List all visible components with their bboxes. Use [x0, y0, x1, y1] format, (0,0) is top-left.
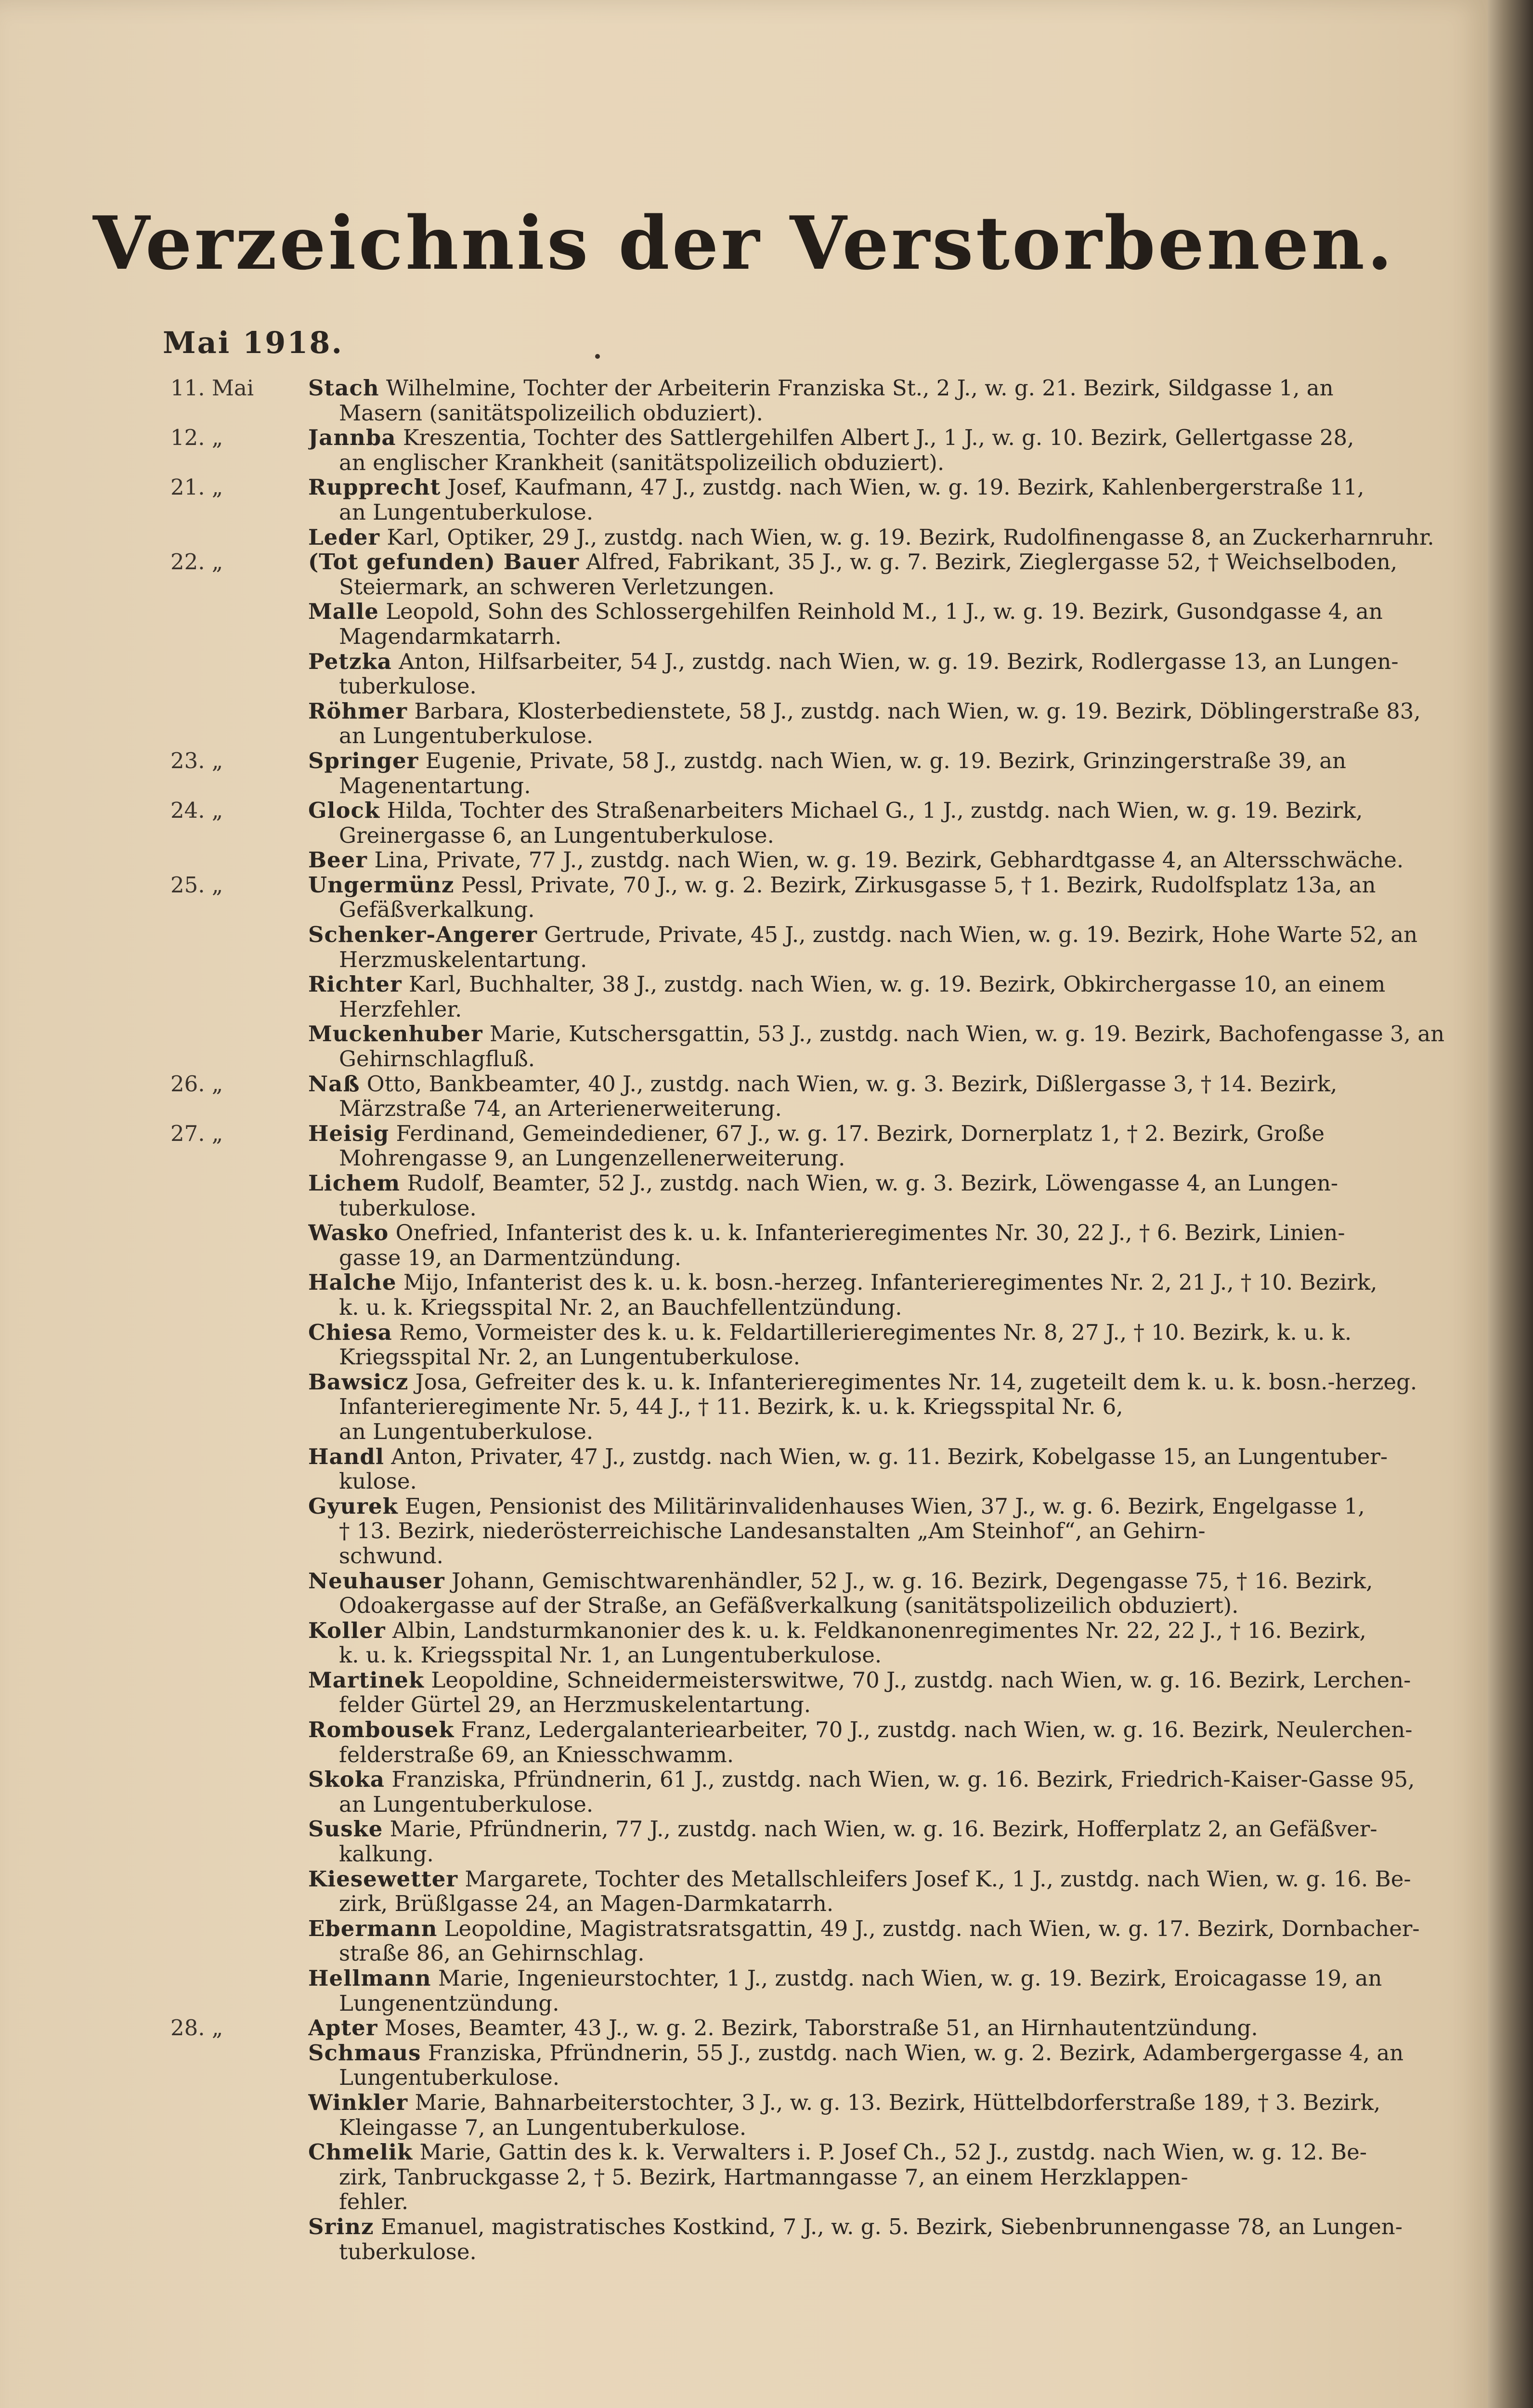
list-item — [308, 848, 1454, 873]
entry-continuation: Gefäßverkalkung. — [339, 897, 535, 923]
list-item — [308, 599, 1454, 649]
entry-continuation: Odoakergasse auf der Straße, an Gefäßverkalkung (sanitätspolizeilich obduziert). — [339, 1593, 1239, 1618]
entry-line — [308, 475, 1454, 500]
entry-continuation: Lungentuberkulose. — [339, 2065, 560, 2090]
entry-continuation: an Lungentuberkulose. — [339, 499, 594, 525]
entry-line — [308, 1220, 1454, 1245]
list-item — [308, 972, 1454, 1021]
entry-surname: Stach — [308, 376, 379, 401]
entry-surname: Chmelik — [308, 2140, 413, 2165]
entry-surname: Schenker-Angerer — [308, 922, 537, 947]
entry-day: 12. „ — [170, 425, 223, 451]
list-item — [308, 2214, 1454, 2264]
entry-text: Leopoldine, Magistratsratsgattin, 49 J., zustdg. nach Wien, w. g. 17. Bezirk, Dornbacher- — [444, 1916, 1420, 1941]
list-item — [170, 425, 1454, 475]
entry-continuation: k. u. k. Kriegsspital Nr. 1, an Lungentuberkulose. — [339, 1643, 882, 1668]
entry-surname: Naß — [308, 1071, 360, 1097]
entry-continuation: Gehirnschlagfluß. — [339, 1047, 535, 1072]
list-item — [308, 922, 1454, 972]
list-item — [308, 1270, 1454, 1320]
entry-text: Marie, Gattin des k. k. Verwalters i. P. Josef Ch., 52 J., zustdg. nach Wien, w. g. 12. Be- — [419, 2140, 1367, 2165]
entry-text: Remo, Vormeister des k. u. k. Feldartillerieregimentes Nr. 8, 27 J., † 10. Bezirk, k. u. k. — [399, 1320, 1352, 1345]
entry-surname: Ungermünz — [308, 872, 455, 898]
entry-day: 22. „ — [170, 549, 223, 575]
list-item — [308, 2140, 1454, 2214]
entry-day: 25. „ — [170, 872, 223, 898]
entry-surname: Handl — [308, 1444, 384, 1469]
entry-surname: Suske — [308, 1817, 383, 1842]
entry-text: Marie, Ingenieurstochter, 1 J., zustdg. nach Wien, w. g. 19. Bezirk, Eroicagasse 19, an — [438, 1966, 1382, 1991]
adjacent-page-edge — [1488, 0, 1533, 2408]
entry-line — [308, 1767, 1454, 1792]
entry-text: Kreszentia, Tochter des Sattlergehilfen Albert J., 1 J., w. g. 10. Bezirk, Gellertgasse 28, — [403, 425, 1354, 450]
list-item — [170, 1120, 1454, 1171]
entry-line — [308, 1717, 1454, 1742]
date-heading — [163, 325, 343, 360]
entry-line — [308, 1966, 1454, 1991]
entry-text: Marie, Kutschersgattin, 53 J., zustdg. nach Wien, w. g. 19. Bezirk, Bachofengasse 3, an — [490, 1021, 1445, 1047]
entry-line — [308, 2214, 1454, 2239]
list-item — [170, 872, 1454, 923]
entry-surname: Leder — [308, 524, 380, 550]
entry-continuation: Herzmuskelentartung. — [339, 947, 587, 972]
entry-text: Johann, Gemischtwarenhändler, 52 J., w. g. 16. Bezirk, Degengasse 75, † 16. Bezirk, — [452, 1568, 1373, 1594]
entry-day: 24. „ — [170, 798, 223, 824]
entry-text: Franziska, Pfründnerin, 55 J., zustdg. nach Wien, w. g. 2. Bezirk, Adambergergasse 4, an — [428, 2040, 1404, 2066]
entry-continuation: k. u. k. Kriegsspital Nr. 2, an Bauchfellentzündung. — [339, 1295, 902, 1320]
entry-line — [308, 1444, 1454, 1469]
entry-surname: Jannba — [308, 425, 396, 450]
entry-surname: Muckenhuber — [308, 1021, 483, 1047]
list-item — [308, 1171, 1454, 1220]
entry-continuation: kulose. — [339, 1469, 417, 1494]
entry-continuation: Herzfehler. — [339, 996, 462, 1022]
entry-surname: Rombousek — [308, 1717, 455, 1742]
entry-surname: Martinek — [308, 1667, 425, 1693]
entry-text: Josef, Kaufmann, 47 J., zustdg. nach Wien, w. g. 19. Bezirk, Kahlenbergerstraße 11, — [447, 475, 1364, 500]
entry-continuation: an Lungentuberkulose. — [339, 1419, 594, 1444]
entry-text: Leopold, Sohn des Schlossergehilfen Reinhold M., 1 J., w. g. 19. Bezirk, Gusondgasse 4, an — [386, 599, 1383, 624]
entry-surname: Skoka — [308, 1767, 385, 1792]
entry-line — [308, 1817, 1454, 1842]
list-item — [308, 1668, 1454, 1717]
entry-text: Franz, Ledergalanteriearbeiter, 70 J., zustdg. nach Wien, w. g. 16. Bezirk, Neulerchen- — [461, 1717, 1413, 1742]
entry-continuation: an Lungentuberkulose. — [339, 723, 594, 748]
list-item — [170, 549, 1454, 600]
entry-continuation: Steiermark, an schweren Verletzungen. — [339, 574, 775, 600]
entry-continuation: † 13. Bezirk, niederösterreichische Landesanstalten „Am Steinhof“, an Gehirn- — [339, 1518, 1206, 1544]
entry-surname: Rupprecht — [308, 475, 441, 500]
list-item — [308, 1916, 1454, 1966]
list-item — [308, 1618, 1454, 1668]
entry-line — [308, 922, 1454, 947]
entry-surname: Halche — [308, 1270, 397, 1295]
entry-continuation: schwund. — [339, 1543, 443, 1569]
entry-text: Eugen, Pensionist des Militärinvalidenhauses Wien, 37 J., w. g. 6. Bezirk, Engelgasse 1, — [405, 1493, 1365, 1519]
list-item — [308, 1494, 1454, 1569]
entry-line — [308, 748, 1454, 773]
list-item — [308, 1370, 1454, 1444]
entry-surname: Richter — [308, 972, 402, 997]
list-item — [308, 1021, 1454, 1071]
entry-text: Hilda, Tochter des Straßenarbeiters Michael G., 1 J., zustdg. nach Wien, w. g. 19. Bezirk, — [387, 798, 1363, 823]
entry-text: Rudolf, Beamter, 52 J., zustdg. nach Wien, w. g. 3. Bezirk, Löwengasse 4, an Lungen- — [407, 1171, 1338, 1196]
entry-continuation: Märzstraße 74, an Arterienerweiterung. — [339, 1096, 782, 1121]
entry-surname: Malle — [308, 599, 379, 624]
entry-line — [308, 1270, 1454, 1295]
list-item — [308, 1966, 1454, 2015]
list-item — [170, 1071, 1454, 1121]
entry-line — [308, 550, 1454, 575]
list-item — [308, 1220, 1454, 1270]
entry-line — [308, 425, 1454, 450]
entry-line — [308, 1021, 1454, 1047]
entry-surname: Bawsicz — [308, 1369, 409, 1395]
heading-year: 1918. — [242, 325, 344, 360]
entry-line — [308, 798, 1454, 823]
entry-day: 23. „ — [170, 747, 223, 773]
entry-line — [308, 1370, 1454, 1395]
entry-surname: Beer — [308, 848, 368, 873]
entry-surname: Winkler — [308, 2090, 408, 2115]
entry-surname: Röhmer — [308, 698, 408, 724]
entry-line — [308, 1569, 1454, 1594]
entry-day: 27. „ — [170, 1120, 223, 1146]
entry-text: Eugenie, Private, 58 J., zustdg. nach Wien, w. g. 19. Bezirk, Grinzingerstraße 39, an — [425, 748, 1347, 773]
list-item — [308, 1569, 1454, 1618]
entry-day: 11. Mai — [170, 375, 254, 401]
entry-text: Moses, Beamter, 43 J., w. g. 2. Bezirk, Taborstraße 51, an Hirnhautentzündung. — [384, 2015, 1258, 2041]
list-item — [308, 1444, 1454, 1494]
entry-text: Karl, Buchhalter, 38 J., zustdg. nach Wien, w. g. 19. Bezirk, Obkirchergasse 10, an einem — [409, 972, 1386, 997]
list-item — [170, 798, 1454, 848]
entry-text: Karl, Optiker, 29 J., zustdg. nach Wien, w. g. 19. Bezirk, Rudolfinengasse 8, an Zuckerharnruhr. — [387, 524, 1434, 550]
entry-text: Josa, Gefreiter des k. u. k. Infanterieregimentes Nr. 14, zugeteilt dem k. u. k. bosn.-herzeg. — [415, 1369, 1417, 1395]
entry-surname: Lichem — [308, 1171, 401, 1196]
entry-text: Wilhelmine, Tochter der Arbeiterin Franziska St., 2 J., w. g. 21. Bezirk, Sildgasse 1, an — [386, 376, 1334, 401]
entry-text: Emanuel, magistratisches Kostkind, 7 J., w. g. 5. Bezirk, Siebenbrunnengasse 78, an Lungen- — [380, 2214, 1403, 2239]
entry-line — [308, 1171, 1454, 1196]
ink-speck — [595, 354, 600, 359]
page-title: Verzeichnis der Verstorbenen. — [93, 200, 1395, 286]
entry-surname: Schmaus — [308, 2040, 421, 2066]
entry-text: Marie, Bahnarbeiterstochter, 3 J., w. g. 13. Bezirk, Hüttelbdorferstraße 189, † 3. Bezirk, — [415, 2090, 1381, 2115]
entry-text: Gertrude, Private, 45 J., zustdg. nach Wien, w. g. 19. Bezirk, Hohe Warte 52, an — [544, 922, 1418, 947]
list-item — [170, 2015, 1454, 2041]
entry-line — [308, 649, 1454, 674]
entry-surname: Springer — [308, 748, 419, 773]
entry-continuation: fehler. — [339, 2189, 409, 2214]
list-item — [170, 474, 1454, 525]
list-item — [308, 1867, 1454, 1916]
entry-day: 21. „ — [170, 474, 223, 500]
entry-line — [308, 1618, 1454, 1643]
entry-line — [308, 1916, 1454, 1941]
entry-surname: Koller — [308, 1618, 386, 1643]
entry-text: Otto, Bankbeamter, 40 J., zustdg. nach Wien, w. g. 3. Bezirk, Dißlergasse 3, † 14. Bezirk, — [366, 1071, 1338, 1097]
entry-surname: (Tot gefunden) Bauer — [308, 550, 579, 575]
list-item — [308, 525, 1454, 550]
entry-surname: Srinz — [308, 2214, 374, 2239]
entry-day: 28. „ — [170, 2015, 223, 2041]
entry-line — [308, 2015, 1454, 2041]
entry-continuation: tuberkulose. — [339, 674, 477, 699]
entry-surname: Kiesewetter — [308, 1866, 458, 1892]
list-item — [308, 649, 1454, 699]
entry-text: Pessl, Private, 70 J., w. g. 2. Bezirk, Zirkusgasse 5, † 1. Bezirk, Rudolfsplatz 13a, an — [461, 872, 1376, 898]
entry-continuation: Masern (sanitätspolizeilich obduziert). — [339, 400, 763, 426]
entry-line — [308, 599, 1454, 624]
entry-text: Leopoldine, Schneidermeisterswitwe, 70 J., zustdg. nach Wien, w. g. 16. Bezirk, Lerchen- — [431, 1667, 1411, 1693]
entry-continuation: zirk, Tanbruckgasse 2, † 5. Bezirk, Hartmanngasse 7, an einem Herzklappen- — [339, 2164, 1188, 2190]
entry-line — [308, 376, 1454, 401]
entry-surname: Glock — [308, 798, 380, 823]
entry-surname: Apter — [308, 2015, 378, 2041]
list-item — [308, 1717, 1454, 1767]
entry-continuation: Kleingasse 7, an Lungentuberkulose. — [339, 2115, 747, 2140]
entry-text: Anton, Privater, 47 J., zustdg. nach Wien, w. g. 11. Bezirk, Kobelgasse 15, an Lungentuber- — [391, 1444, 1388, 1469]
entry-continuation: felderstraße 69, an Kniesschwamm. — [339, 1742, 734, 1767]
entry-surname: Wasko — [308, 1220, 389, 1245]
entry-line — [308, 848, 1454, 873]
list-item — [308, 1767, 1454, 1817]
entry-line — [308, 1494, 1454, 1519]
entry-continuation: an englischer Krankheit (sanitätspolizeilich obduziert). — [339, 450, 945, 475]
entry-day: 26. „ — [170, 1071, 223, 1097]
entry-text: Marie, Pfründnerin, 77 J., zustdg. nach Wien, w. g. 16. Bezirk, Hofferplatz 2, an Gefäßver- — [390, 1817, 1377, 1842]
entry-surname: Chiesa — [308, 1320, 392, 1345]
entry-line — [308, 525, 1454, 550]
entry-line — [308, 1668, 1454, 1693]
entry-line — [308, 873, 1454, 898]
entry-line — [308, 972, 1454, 997]
entry-continuation: Lungenentzündung. — [339, 1990, 559, 2016]
entry-continuation: straße 86, an Gehirnschlag. — [339, 1941, 645, 1966]
entry-surname: Heisig — [308, 1121, 390, 1146]
entry-text: Albin, Landsturmkanonier des k. u. k. Feldkanonenregimentes Nr. 22, 22 J., † 16. Bezirk, — [392, 1618, 1366, 1643]
list-item — [308, 1320, 1454, 1370]
entry-continuation: tuberkulose. — [339, 2239, 477, 2264]
entry-line — [308, 1320, 1454, 1345]
entry-text: Barbara, Klosterbedienstete, 58 J., zustdg. nach Wien, w. g. 19. Bezirk, Döblingerstraße 83, — [414, 698, 1421, 724]
entry-surname: Ebermann — [308, 1916, 438, 1941]
entry-continuation: an Lungentuberkulose. — [339, 1792, 594, 1817]
entry-continuation: kalkung. — [339, 1842, 434, 1867]
entry-text: Franziska, Pfründnerin, 61 J., zustdg. nach Wien, w. g. 16. Bezirk, Friedrich-Kaiser-Gasse 95, — [391, 1767, 1415, 1792]
heading-month: Mai — [163, 325, 231, 360]
entry-text: Ferdinand, Gemeindediener, 67 J., w. g. 17. Bezirk, Dornerplatz 1, † 2. Bezirk, Große — [396, 1121, 1325, 1146]
list-item — [308, 699, 1454, 748]
entry-line — [308, 2041, 1454, 2066]
entry-continuation: Kriegsspital Nr. 2, an Lungentuberkulose. — [339, 1345, 800, 1370]
list-item — [170, 747, 1454, 798]
entry-continuation: Greinergasse 6, an Lungentuberkulose. — [339, 823, 774, 848]
list-item — [308, 2090, 1454, 2140]
entry-line — [308, 2140, 1454, 2165]
entry-line — [308, 2090, 1454, 2115]
entry-continuation: Infanterieregimente Nr. 5, 44 J., † 11. Bezirk, k. u. k. Kriegsspital Nr. 6, — [339, 1394, 1123, 1419]
entry-continuation: Magendarmkatarrh. — [339, 624, 562, 649]
entry-line — [308, 1867, 1454, 1892]
entry-text: Lina, Private, 77 J., zustdg. nach Wien, w. g. 19. Bezirk, Gebhardtgasse 4, an Altersschwäche. — [374, 848, 1404, 873]
entry-continuation: Mohrengasse 9, an Lungenzellenerweiterung. — [339, 1146, 845, 1171]
list-item — [170, 375, 1454, 426]
entry-surname: Neuhauser — [308, 1568, 445, 1594]
list-item — [308, 1817, 1454, 1866]
entry-surname: Petzka — [308, 649, 392, 674]
entry-text: Anton, Hilfsarbeiter, 54 J., zustdg. nach Wien, w. g. 19. Bezirk, Rodlergasse 13, an Lungen- — [399, 649, 1399, 674]
entry-continuation: Magenentartung. — [339, 773, 531, 798]
entry-text: Onefried, Infanterist des k. u. k. Infanterieregimentes Nr. 30, 22 J., † 6. Bezirk, Linien- — [395, 1220, 1345, 1245]
entry-text: Margarete, Tochter des Metallschleifers Josef K., 1 J., zustdg. nach Wien, w. g. 16. Be- — [465, 1866, 1411, 1892]
entry-text: Mijo, Infanterist des k. u. k. bosn.-herzeg. Infanterieregimentes Nr. 2, 21 J., † 10. Bezirk, — [403, 1270, 1377, 1295]
entry-continuation: felder Gürtel 29, an Herzmuskelentartung. — [339, 1692, 811, 1718]
entry-line — [308, 1121, 1454, 1146]
list-item — [308, 2041, 1454, 2090]
entry-text: Alfred, Fabrikant, 35 J., w. g. 7. Bezirk, Zieglergasse 52, † Weichselboden, — [586, 550, 1398, 575]
entry-surname: Gyurek — [308, 1493, 398, 1519]
entry-continuation: zirk, Brüßlgasse 24, an Magen-Darmkatarrh. — [339, 1891, 834, 1916]
entry-continuation: tuberkulose. — [339, 1195, 477, 1221]
entry-surname: Hellmann — [308, 1966, 431, 1991]
entry-line — [308, 1072, 1454, 1097]
entry-line — [308, 699, 1454, 724]
deceased-list — [0, 376, 1488, 2264]
entry-continuation: gasse 19, an Darmentzündung. — [339, 1245, 682, 1270]
